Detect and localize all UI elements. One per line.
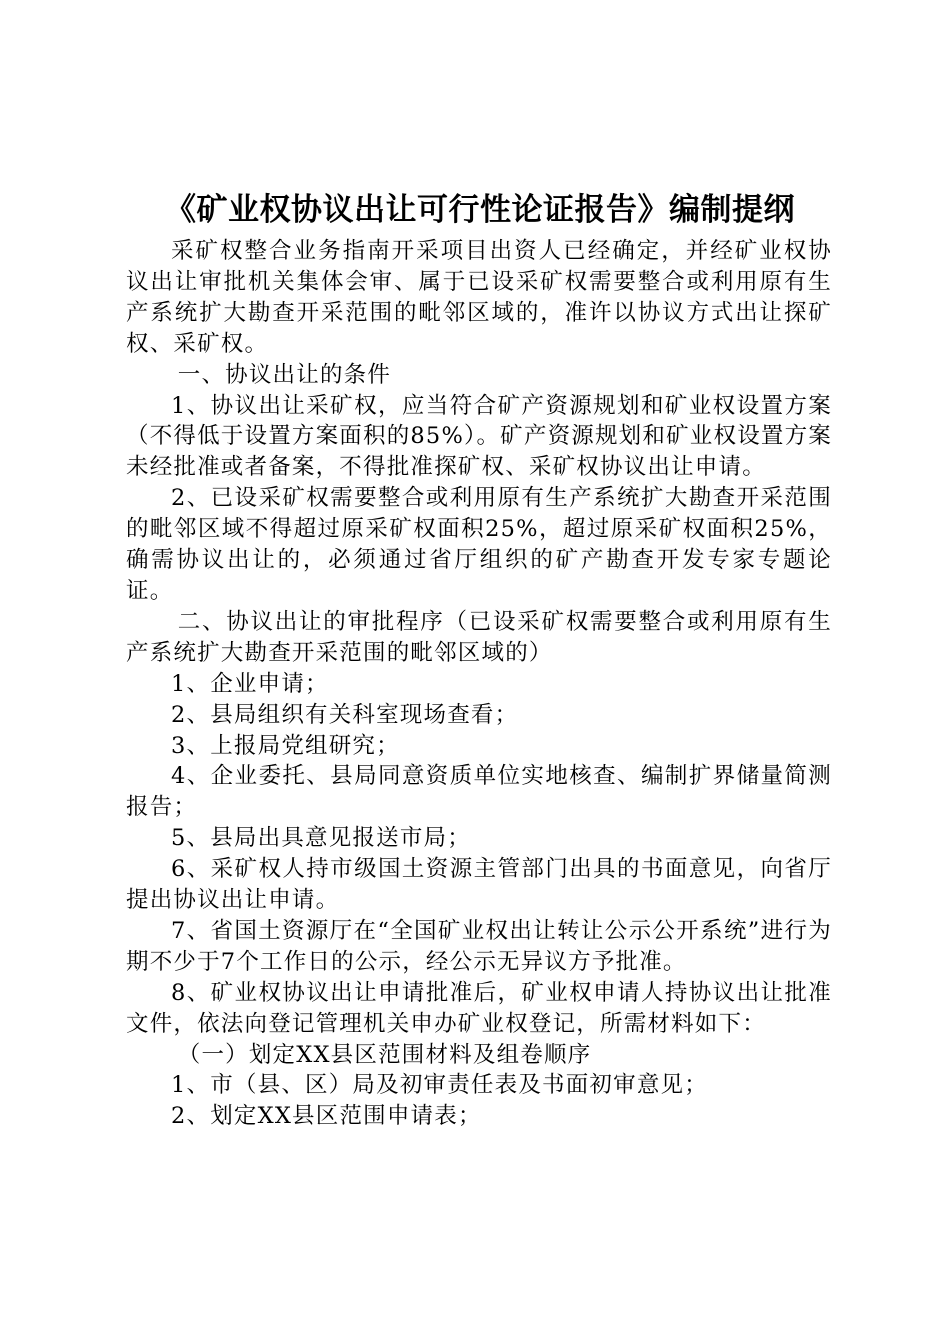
document-body: [126, 236, 832, 1132]
procedure-step-8: 8、矿业权协议出让申请批准后，矿业权申请人持协议出让批准文件，依法向登记管理机关申办矿业权登记，所需材料如下：: [126, 979, 832, 1037]
material-item-1: 1、市（县、区）局及初审责任表及书面初审意见；: [171, 1072, 708, 1099]
condition-item-1: 1、协议出让采矿权，应当符合矿产资源规划和矿业权设置方案（不得低于设置方案面积的85%）。矿产资源规划和矿业权设置方案未经批准或者备案，不得批准探矿权、采矿权协议出让申请。: [126, 392, 832, 481]
procedure-step-2: 2、县局组织有关科室现场查看；: [171, 701, 519, 728]
procedure-step-1: 1、企业申请；: [171, 670, 329, 697]
section-heading-conditions: 一、协议出让的条件: [177, 361, 392, 388]
subsection-heading-materials: （一）划定XX县区范围材料及组卷顺序: [177, 1041, 592, 1068]
procedure-step-7: 7、省国土资源厅在“全国矿业权出让转让公示公开系统”进行为期不少于7个工作日的公示，经公示无异议方予批准。: [126, 917, 832, 975]
document-title: 《矿业权协议出让可行性论证报告》编制提纲: [165, 192, 795, 228]
procedure-step-5: 5、县局出具意见报送市局；: [171, 825, 471, 852]
condition-item-2: 2、已设采矿权需要整合或利用原有生产系统扩大勘查开采范围的毗邻区域不得超过原采矿权面积25%，超过原采矿权面积25%，确需协议出让的，必须通过省厅组织的矿产勘查开发专家专题论证。: [126, 485, 832, 604]
intro-paragraph: 采矿权整合业务指南开采项目出资人已经确定，并经矿业权协议出让审批机关集体会审、属于已设采矿权需要整合或利用原有生产系统扩大勘查开采范围的毗邻区域的，准许以协议方式出让探矿权、采矿权。: [126, 238, 832, 357]
procedure-step-3: 3、上报局党组研究；: [171, 732, 400, 759]
section-heading-procedure: 二、协议出让的审批程序（已设采矿权需要整合或利用原有生产系统扩大勘查开采范围的毗邻区域的）: [126, 608, 832, 666]
material-item-2: 2、划定XX县区范围申请表；: [171, 1103, 482, 1130]
procedure-step-4: 4、企业委托、县局同意资质单位实地核查、编制扩界储量简测报告；: [126, 763, 832, 821]
procedure-step-6: 6、采矿权人持市级国土资源主管部门出具的书面意见，向省厅提出协议出让申请。: [126, 856, 832, 914]
